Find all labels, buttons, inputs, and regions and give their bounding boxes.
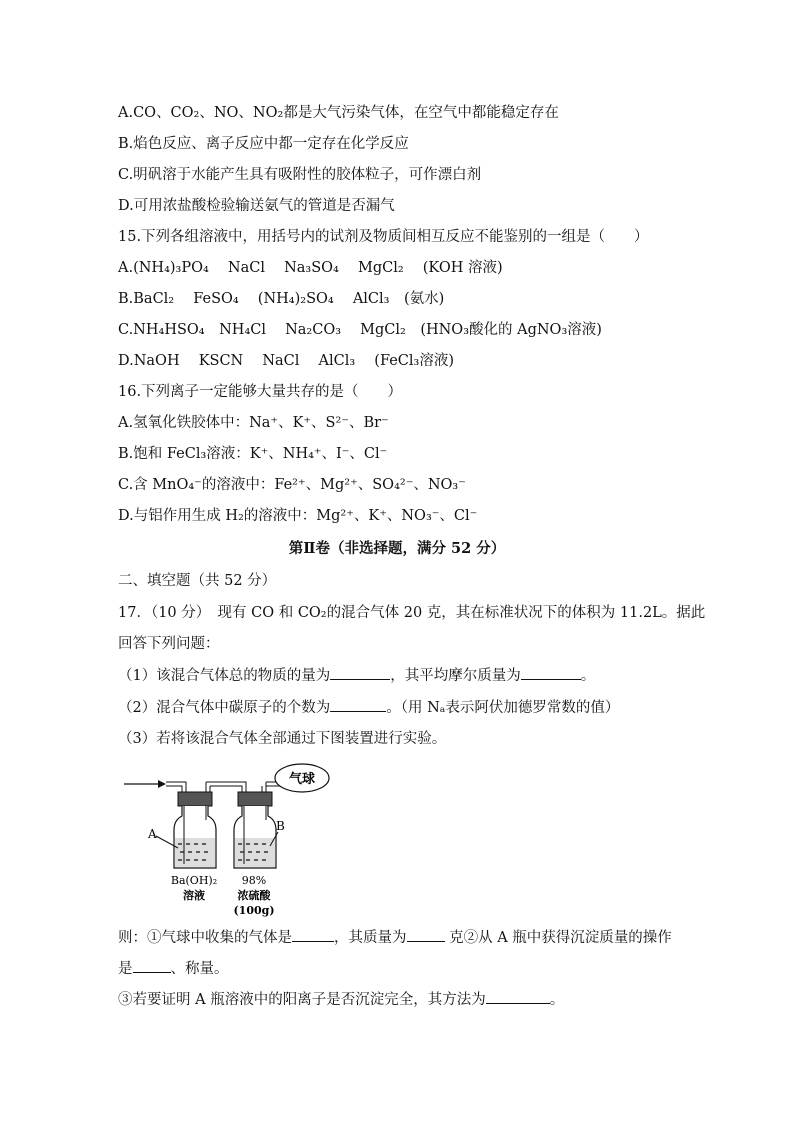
question-17-part4 — [118, 989, 564, 1010]
question-17-stem-line2: 回答下列问题： — [118, 636, 220, 652]
option-15c: C.NH₄HSO₄ NH₄Cl Na₂CO₃ MgCl₂ (HNO₃酸化的 AgNO₃溶液) — [118, 322, 602, 338]
bottle-a-label: A — [148, 827, 157, 841]
question-16-stem: 16.下列离子一定能够大量共存的是（ ） — [118, 384, 403, 400]
answer-blank-carbon-atoms[interactable] — [330, 697, 386, 712]
part1-text-b: ，其平均摩尔质量为 — [390, 668, 521, 684]
question-15-stem: 15.下列各组溶液中，用括号内的试剂及物质间相互反应不能鉴别的一组是（ ） — [118, 229, 649, 245]
question-17-then-line2 — [118, 958, 229, 979]
option-15b: B.BaCl₂ FeSO₄ (NH₄)₂SO₄ AlCl₃ (氨水) — [118, 291, 445, 307]
bottle-a-stopper — [178, 792, 212, 806]
option-14d: D.可用浓盐酸检验输送氨气的管道是否漏气 — [118, 198, 395, 214]
bottle-b-caption-3: (100g) — [233, 904, 275, 917]
apparatus-diagram — [118, 760, 358, 920]
option-16a: A.氢氧化铁胶体中：Na⁺、K⁺、S²⁻、Br⁻ — [118, 415, 389, 431]
answer-blank-gas-mass[interactable] — [407, 927, 445, 942]
bottle-a-caption-2: 溶液 — [183, 889, 205, 902]
option-15a: A.(NH₄)₃PO₄ NaCl Na₃SO₄ MgCl₂ (KOH 溶液) — [118, 260, 503, 276]
option-14c: C.明矾溶于水能产生具有吸附性的胶体粒子，可作漂白剂 — [118, 167, 482, 183]
bottle-a-caption-1: Ba(OH)₂ — [170, 874, 218, 887]
then-text-e: 、称量。 — [170, 961, 229, 977]
bottle-b-stopper — [238, 792, 272, 806]
part2-text-b: 。（用 Nₐ表示阿伏加德罗常数的值） — [386, 700, 620, 716]
then-text-b: ，其质量为 — [334, 930, 407, 946]
option-16b: B.饱和 FeCl₃溶液：K⁺、NH₄⁺、I⁻、Cl⁻ — [118, 446, 388, 462]
answer-blank-balloon-gas[interactable] — [292, 927, 334, 942]
option-16c: C.含 MnO₄⁻的溶液中：Fe²⁺、Mg²⁺、SO₄²⁻、NO₃⁻ — [118, 477, 466, 493]
bottle-b-label: B — [276, 819, 285, 833]
option-15d: D.NaOH KSCN NaCl AlCl₃ (FeCl₃溶液) — [118, 353, 454, 369]
answer-blank-molar-mass[interactable] — [521, 665, 581, 680]
then-text-d: 是 — [118, 961, 133, 977]
option-14b: B.焰色反应、离子反应中都一定存在化学反应 — [118, 136, 409, 152]
option-16d: D.与铝作用生成 H₂的溶液中：Mg²⁺、K⁺、NO₃⁻、Cl⁻ — [118, 508, 478, 524]
question-17-part3: （3）若将该混合气体全部通过下图装置进行实验。 — [118, 731, 447, 747]
part1-text-a: （1）该混合气体总的物质的量为 — [118, 668, 331, 684]
bottle-b-caption-1: 98% — [241, 874, 267, 887]
part1-text-c: 。 — [580, 668, 596, 684]
question-17-then-line1 — [118, 927, 672, 948]
part4-text-b: 。 — [549, 992, 565, 1008]
section-subtitle: 二、填空题（共 52 分） — [118, 573, 277, 589]
question-17-part1 — [118, 665, 595, 686]
question-17-stem-line1: 17．（10 分） 现有 CO 和 CO₂的混合气体 20 克，其在标准状况下的体积为 11.2L。据此 — [118, 605, 706, 621]
inlet-arrow-head — [158, 780, 166, 788]
then-text-c: 克②从 A 瓶中获得沉淀质量的操作 — [444, 930, 672, 946]
question-17-part2 — [118, 697, 619, 718]
section-title: 第Ⅱ卷（非选择题，满分 52 分） — [288, 540, 506, 557]
part4-text-a: ③若要证明 A 瓶溶液中的阳离子是否沉淀完全，其方法为 — [118, 992, 486, 1008]
answer-blank-operation[interactable] — [133, 958, 171, 973]
balloon-label: 气球 — [288, 772, 316, 787]
answer-blank-total-moles[interactable] — [330, 665, 390, 680]
answer-blank-method[interactable] — [486, 989, 550, 1004]
part2-text-a: （2）混合气体中碳原子的个数为 — [118, 700, 331, 716]
bottle-b-caption-2: 浓硫酸 — [237, 889, 271, 902]
option-14a: A.CO、CO₂、NO、NO₂都是大气污染气体，在空气中都能稳定存在 — [118, 105, 559, 121]
then-text-a: 则：①气球中收集的气体是 — [118, 930, 292, 946]
